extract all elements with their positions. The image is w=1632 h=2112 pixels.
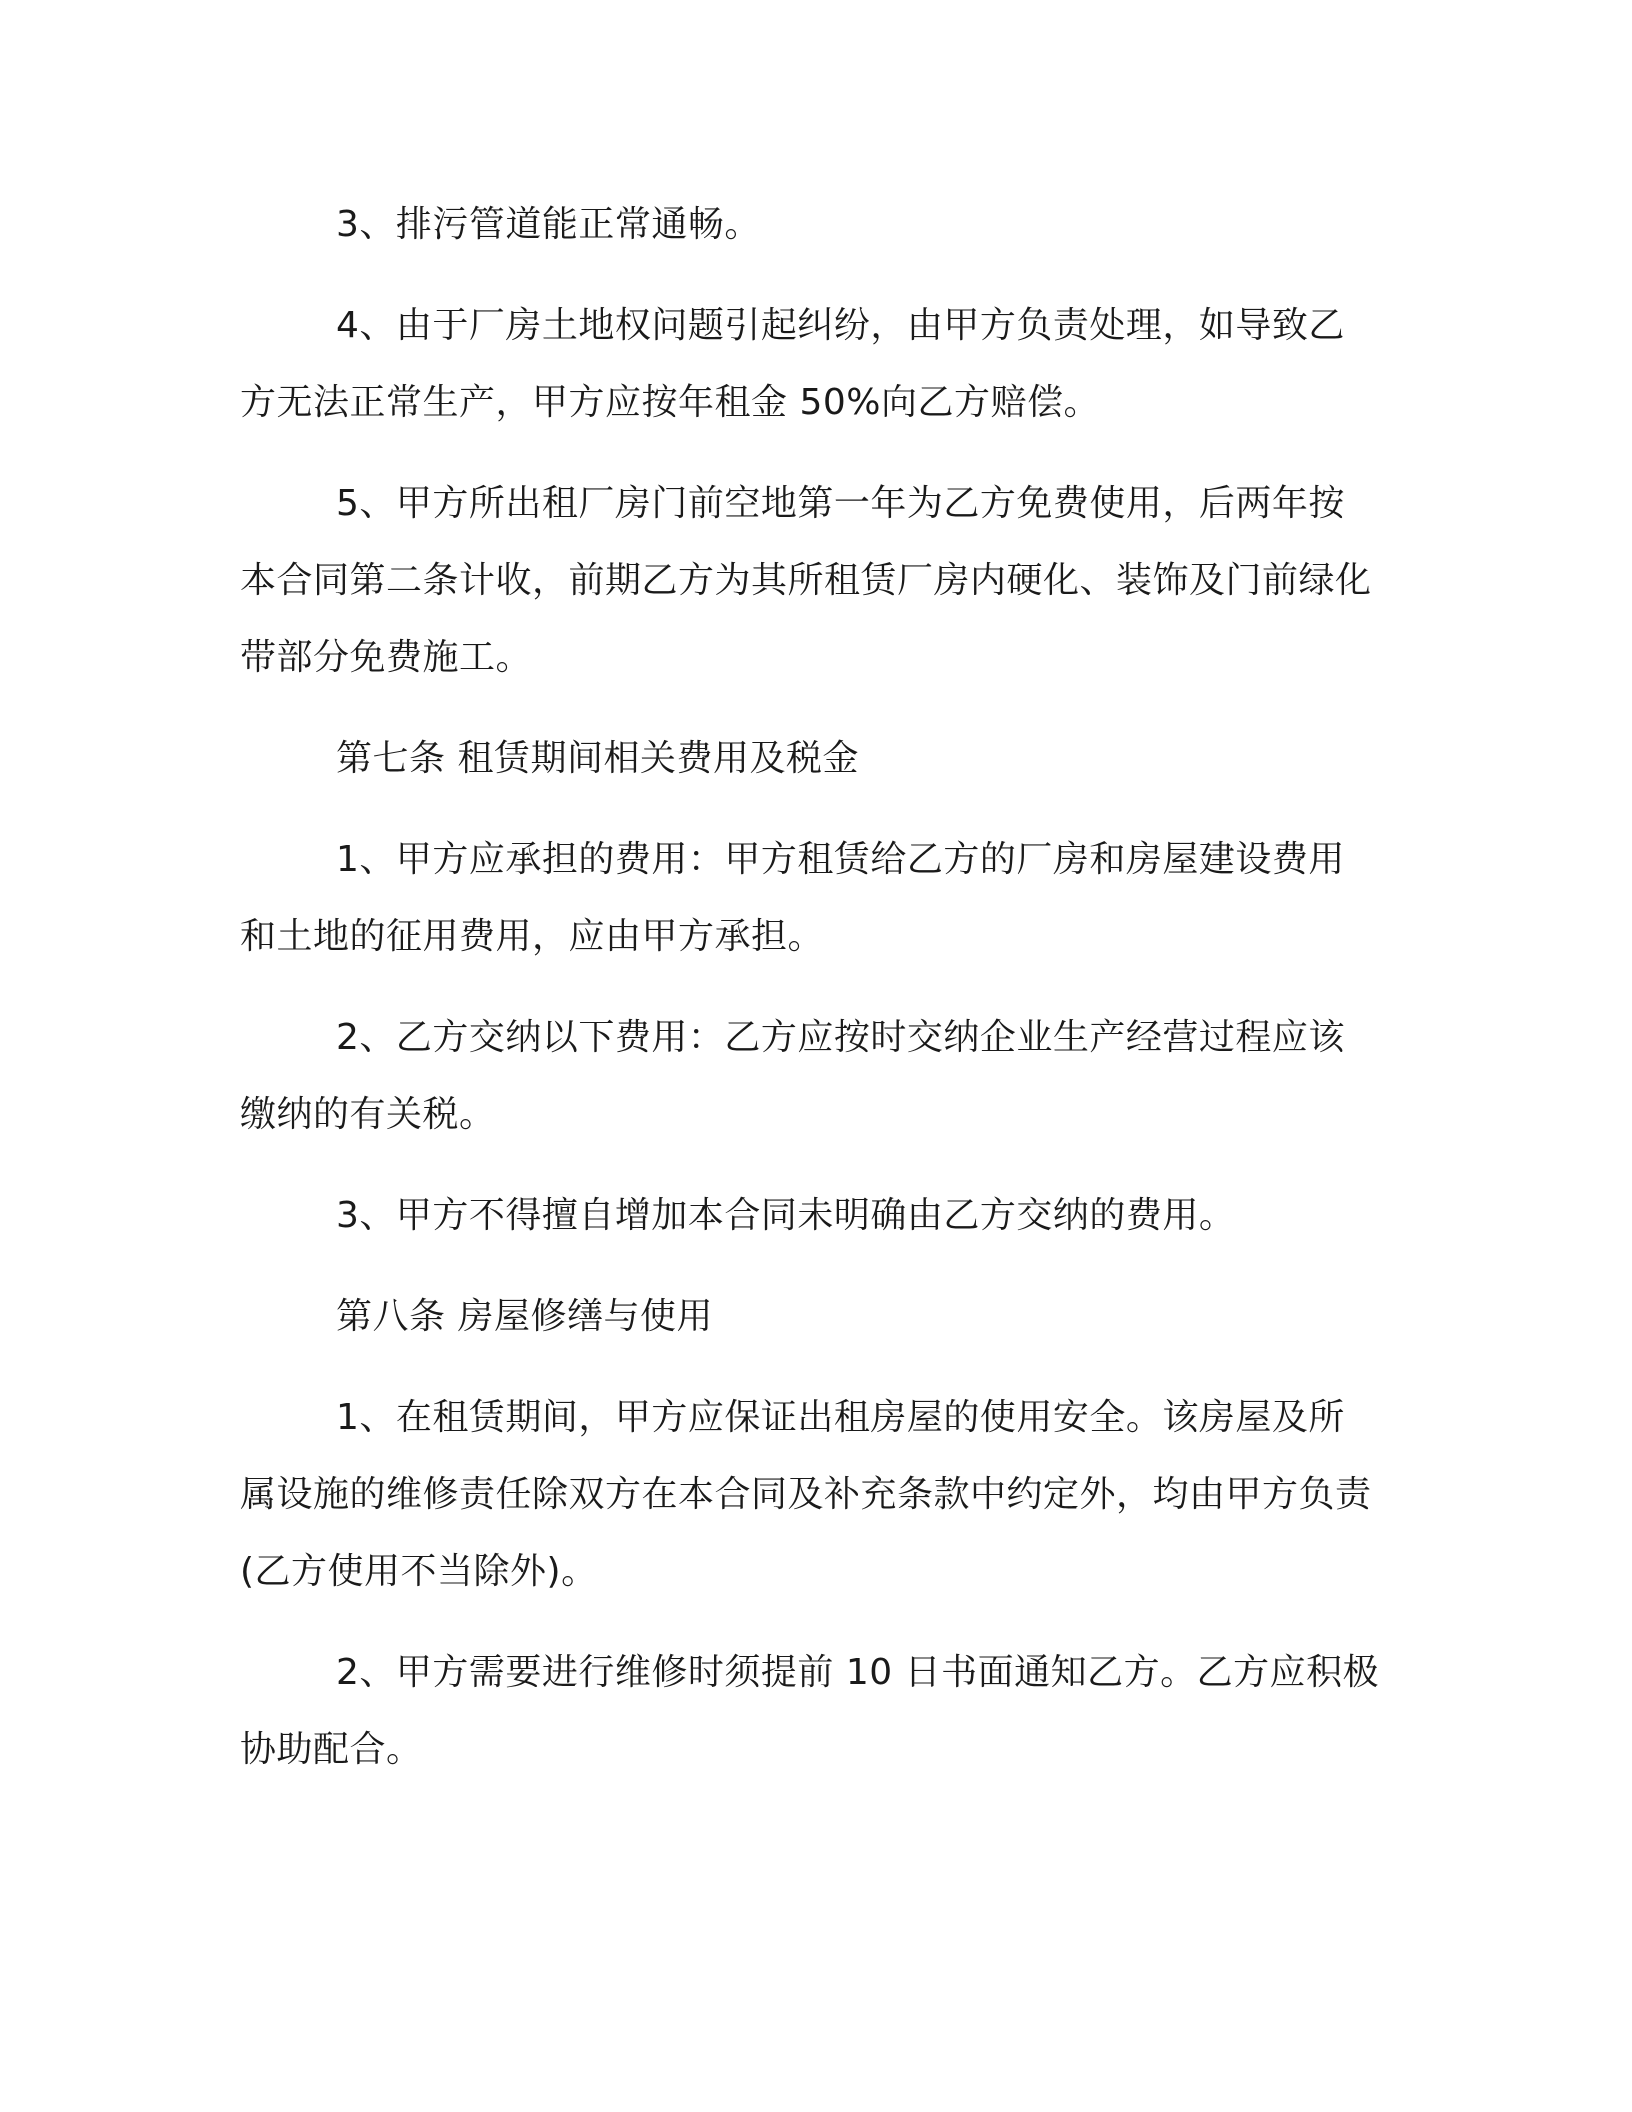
clause-6-item-3: 3、排污管道能正常通畅。 bbox=[336, 204, 761, 245]
clause-6-item-4: 4、由于厂房土地权问题引起纠纷，由甲方负责处理，如导致乙方无法正常生产，甲方应按年租金 50%向乙方赔偿。 bbox=[240, 305, 1345, 423]
clause-8-item-1: 1、在租赁期间，甲方应保证出租房屋的使用安全。该房屋及所属设施的维修责任除双方在本合同及补充条款中约定外，均由甲方负责(乙方使用不当除外)。 bbox=[240, 1397, 1372, 1592]
document-body bbox=[240, 186, 1380, 1788]
clause-7-item-1: 1、甲方应承担的费用：甲方租赁给乙方的厂房和房屋建设费用和土地的征用费用，应由甲方承担。 bbox=[240, 839, 1345, 957]
clause-6-item-5: 5、甲方所出租厂房门前空地第一年为乙方免费使用，后两年按本合同第二条计收，前期乙方为其所租赁厂房内硬化、装饰及门前绿化带部分免费施工。 bbox=[240, 483, 1372, 678]
clause-7-heading: 第七条 租赁期间相关费用及税金 bbox=[336, 738, 859, 779]
clause-7-item-3: 3、甲方不得擅自增加本合同未明确由乙方交纳的费用。 bbox=[336, 1195, 1236, 1236]
clause-7-item-2: 2、乙方交纳以下费用：乙方应按时交纳企业生产经营过程应该缴纳的有关税。 bbox=[240, 1017, 1345, 1135]
clause-8-item-2: 2、甲方需要进行维修时须提前 10 日书面通知乙方。乙方应积极协助配合。 bbox=[240, 1652, 1380, 1770]
clause-8-heading: 第八条 房屋修缮与使用 bbox=[336, 1296, 713, 1337]
